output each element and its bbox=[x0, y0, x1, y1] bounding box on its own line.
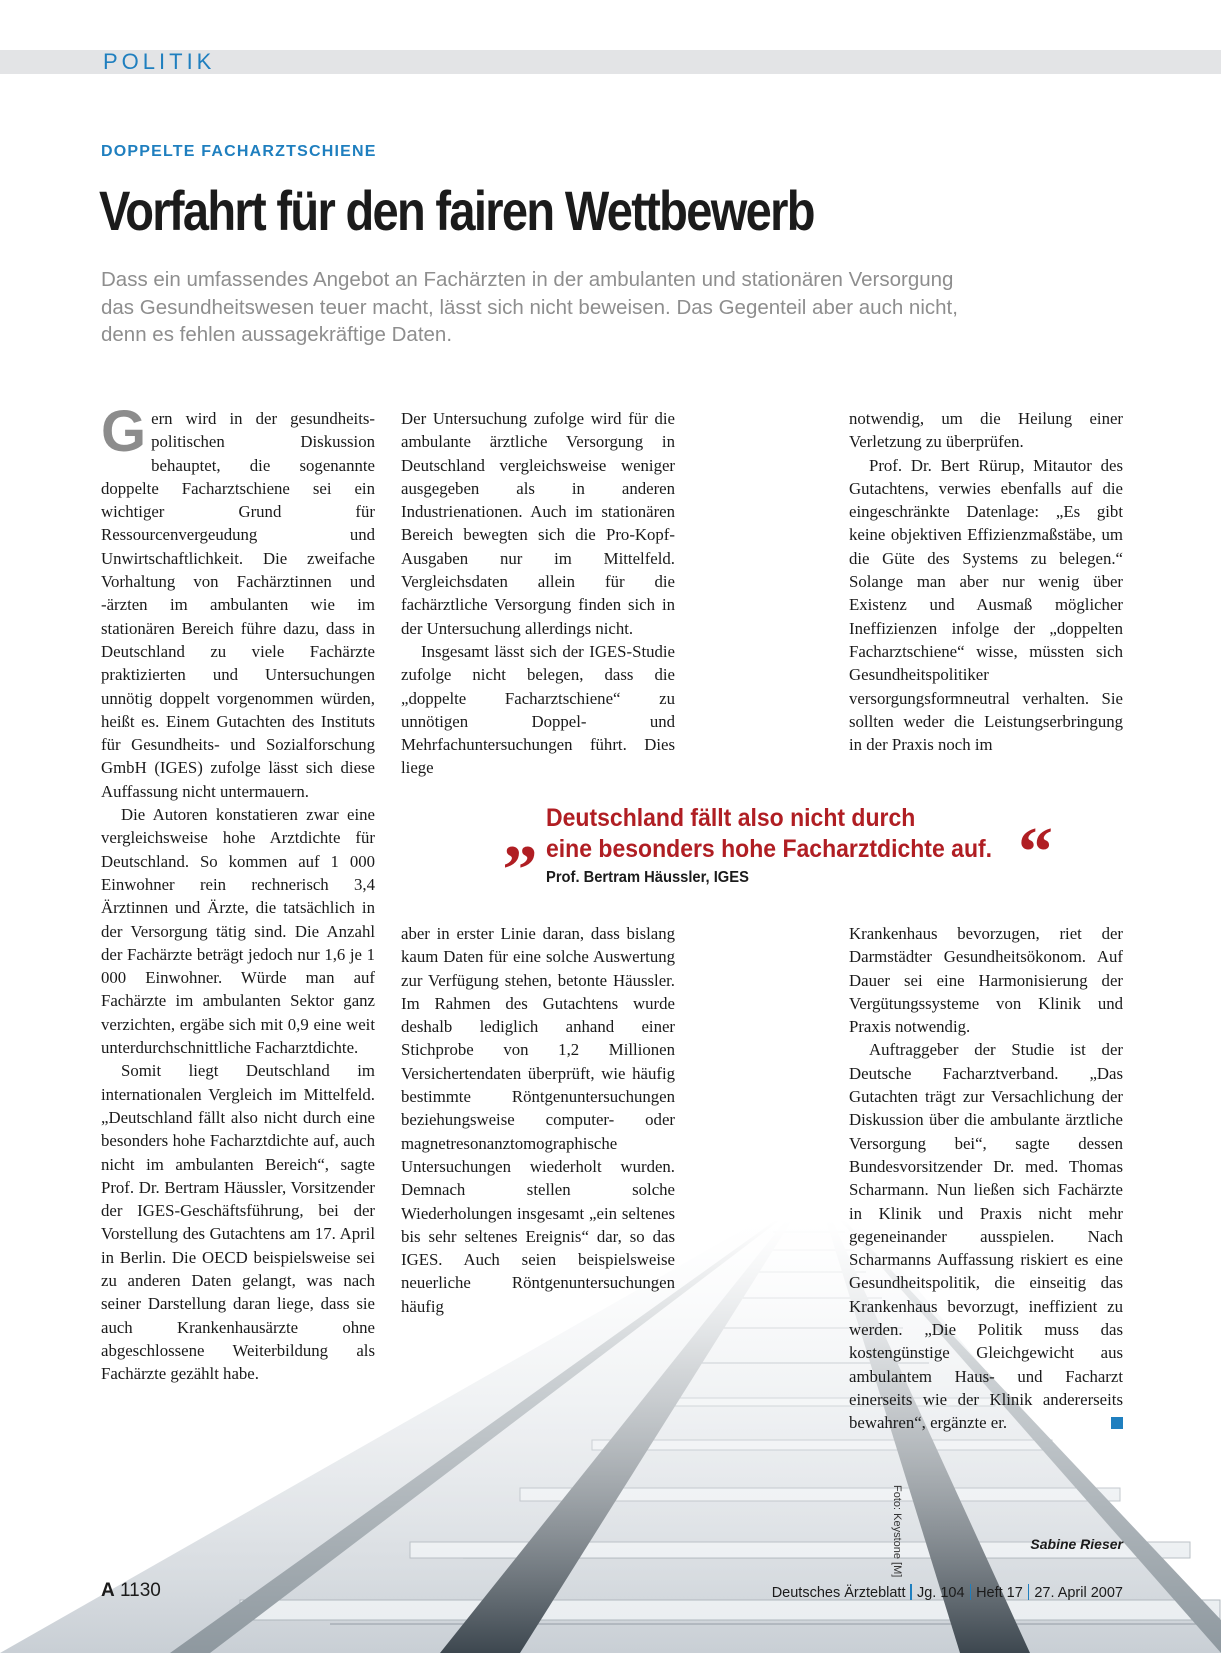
article-column-2-top bbox=[401, 407, 675, 780]
issue: Heft 17 bbox=[976, 1585, 1023, 1601]
teaser: Dass ein umfassendes Angebot an Fachärzten in der ambulanten und stationären Versorgung das Gesundheitswesen teuer macht, lässt sich nicht beweisen. Das Gegenteil aber auch nicht, denn es fehlen aussagekräftige Daten. bbox=[101, 268, 958, 346]
photo-credit: Foto: Keystone [M] bbox=[891, 1485, 903, 1578]
pull-quote bbox=[546, 803, 992, 865]
page-prefix: A bbox=[101, 1580, 115, 1601]
headline: Vorfahrt für den fairen Wettbewerb bbox=[99, 179, 814, 242]
footer-journal-info bbox=[772, 1584, 1123, 1601]
paragraph: aber in erster Linie daran, dass bislang kaum Daten für eine solche Auswertung zur Verfügung stehen, betonte Häussler. Im Rahmen des Gutachtens wurde deshalb lediglich anhand einer Stichprobe von 1,2 Millionen Versichertendaten überprüft, wie häufig bestimmte Röntgenuntersuchungen beziehungsweise computer- oder magnetresonanztomographische Untersuchungen wiederholt wurden. Demnach stellen solche Wiederholungen insgesamt „ein seltenes bis sehr seltenes Ereignis“ dar, so das IGES. Auch seien beispielsweise neuerliche Röntgenuntersuchungen häufig bbox=[401, 924, 675, 1316]
separator bbox=[1028, 1584, 1030, 1600]
pull-quote-line-2: eine besonders hohe Facharztdichte auf. bbox=[546, 835, 993, 863]
drop-cap: G bbox=[101, 399, 147, 464]
journal-name: Deutsches Ärzteblatt bbox=[771, 1585, 906, 1601]
paragraph: notwendig, um die Heilung einer Verletzung zu überprüfen. bbox=[849, 409, 1123, 452]
page-number-value: 1130 bbox=[120, 1580, 161, 1601]
paragraph: Krankenhaus bevorzugen, riet der Darmstädter Gesundheitsökonom. Auf Dauer sei eine Harmonisierung der Vergütungssysteme von Klinik und Praxis notwendig. bbox=[849, 924, 1123, 1037]
paragraph: Somit liegt Deutschland im internationalen Vergleich im Mittelfeld. „Deutschland fällt also nicht durch eine besonders hohe Facharztdichte auf, auch nicht im ambulanten Bereich“, sagte Prof. Dr. Bertram Häussler, Vorsitzender der IGES-Geschäftsführung, bei der Vorstellung des Gutachtens am 17. April in Berlin. Die OECD beispielsweise sei zu anderen Daten gelangt, was nach seiner Darstellung daran liege, dass sie auch Krankenhausärzte ohne abgeschlossene Weiterbildung als Fachärzte gezählt habe. bbox=[101, 1061, 375, 1384]
quote-open-mark: „ bbox=[503, 796, 538, 873]
quote-close-mark: “ bbox=[1018, 814, 1053, 891]
author-byline: Sabine Rieser bbox=[1030, 1536, 1123, 1552]
separator bbox=[970, 1584, 972, 1600]
paragraph: Insgesamt lässt sich der IGES-Studie zufolge nicht belegen, dass die „doppelte Facharztschiene“ zu unnötigen Doppel- und Mehrfachuntersuchungen führt. Dies liege bbox=[401, 641, 675, 778]
paragraph bbox=[849, 1038, 1123, 1434]
page-number bbox=[101, 1580, 161, 1602]
paragraph: ern wird in der gesundheits-politischen Diskussion behauptet, die sogenannte doppelte Facharztschiene sei ein wichtiger Grund für Ressourcenvergeudung und Unwirtschaftlichkeit. Die zweifache Vorhaltung von Fachärztinnen und -ärzten im ambulanten wie im stationären Bereich führe dazu, dass in Deutschland zu viele Fachärzte praktizierten und Untersuchungen unnötig doppelt vorgenommen würden, heißt es. Einem Gutachten des Instituts für Gesundheits- und Sozialforschung GmbH (IGES) zufolge lässt sich diese Auffassung nicht untermauern. bbox=[101, 409, 375, 801]
separator bbox=[910, 1584, 912, 1600]
kicker: DOPPELTE FACHARZTSCHIENE bbox=[101, 143, 377, 160]
paragraph: Prof. Dr. Bert Rürup, Mitautor des Gutachtens, verwies ebenfalls auf die eingeschränkte Datenlage: „Es gibt keine objektiven Effizienzmaßstäbe, um die Güte des Systems zu belegen.“ Solange man aber nur wenig über Existenz und Ausmaß möglicher Ineffizienzen infolge der „doppelten Facharztschiene“ wisse, müssten sich Gesundheitspolitiker versorgungsformneutral verhalten. Sie sollten weder die Leistungserbringung in der Praxis noch im bbox=[849, 455, 1123, 755]
end-mark-icon bbox=[1111, 1417, 1123, 1429]
section-label: POLITIK bbox=[103, 49, 216, 74]
article-column-3-top bbox=[849, 407, 1123, 756]
pull-quote-source: Prof. Bertram Häussler, IGES bbox=[546, 869, 749, 886]
article-column-1 bbox=[101, 399, 375, 1385]
paragraph: Der Untersuchung zufolge wird für die ambulante ärztliche Versorgung in Deutschland vergleichsweise weniger ausgegeben als in anderen Industrienationen. Auch im stationären Bereich bewegten sich die Pro-Kopf-Ausgaben nur im Mittelfeld. Vergleichsdaten allein für die fachärztliche Versorgung finden sich in der Untersuchung allerdings nicht. bbox=[401, 409, 675, 638]
volume: Jg. 104 bbox=[916, 1585, 965, 1601]
paragraph-text: Auftraggeber der Studie ist der Deutsche Facharztverband. „Das Gutachten trägt zur Versachlichung der Diskussion über die ambulante ärztliche Versorgung bei“, sagte dessen Bundesvorsitzender Dr. med. Thomas Scharmann. Nun ließen sich Fachärzte in Klinik und Praxis nicht mehr gegeneinander ausspielen. Nach Scharmanns Auffassung riskiert es eine Gesundheitspolitik, die einseitig das Krankenhaus bevorzugt, ineffizient zu werden. „Die Politik muss das kostengünstige Gleichgewicht aus ambulantem Haus- und Facharzt einerseits wie der Klinik andererseits bewahren“, ergänzte er. bbox=[849, 1040, 1123, 1433]
pull-quote-line-1: Deutschland fällt also nicht durch bbox=[546, 804, 916, 832]
article-column-2-bottom bbox=[401, 922, 675, 1318]
paragraph: Die Autoren konstatieren zwar eine vergleichsweise hohe Arztdichte für Deutschland. So kommen auf 1 000 Einwohner rein rechnerisch 3,4 Ärztinnen und Ärzte, die tatsächlich in der Versorgung tätig sind. Die Anzahl der Fachärzte beträgt jedoch nur 1,6 je 1 000 Einwohner. Würde man auf Fachärzte im ambulanten Sektor ganz verzichten, ergäbe sich mit 0,9 eine weit unterdurchschnittliche Facharztdichte. bbox=[101, 805, 375, 1058]
issue-date: 27. April 2007 bbox=[1034, 1585, 1123, 1601]
article-column-3-bottom bbox=[849, 922, 1123, 1435]
